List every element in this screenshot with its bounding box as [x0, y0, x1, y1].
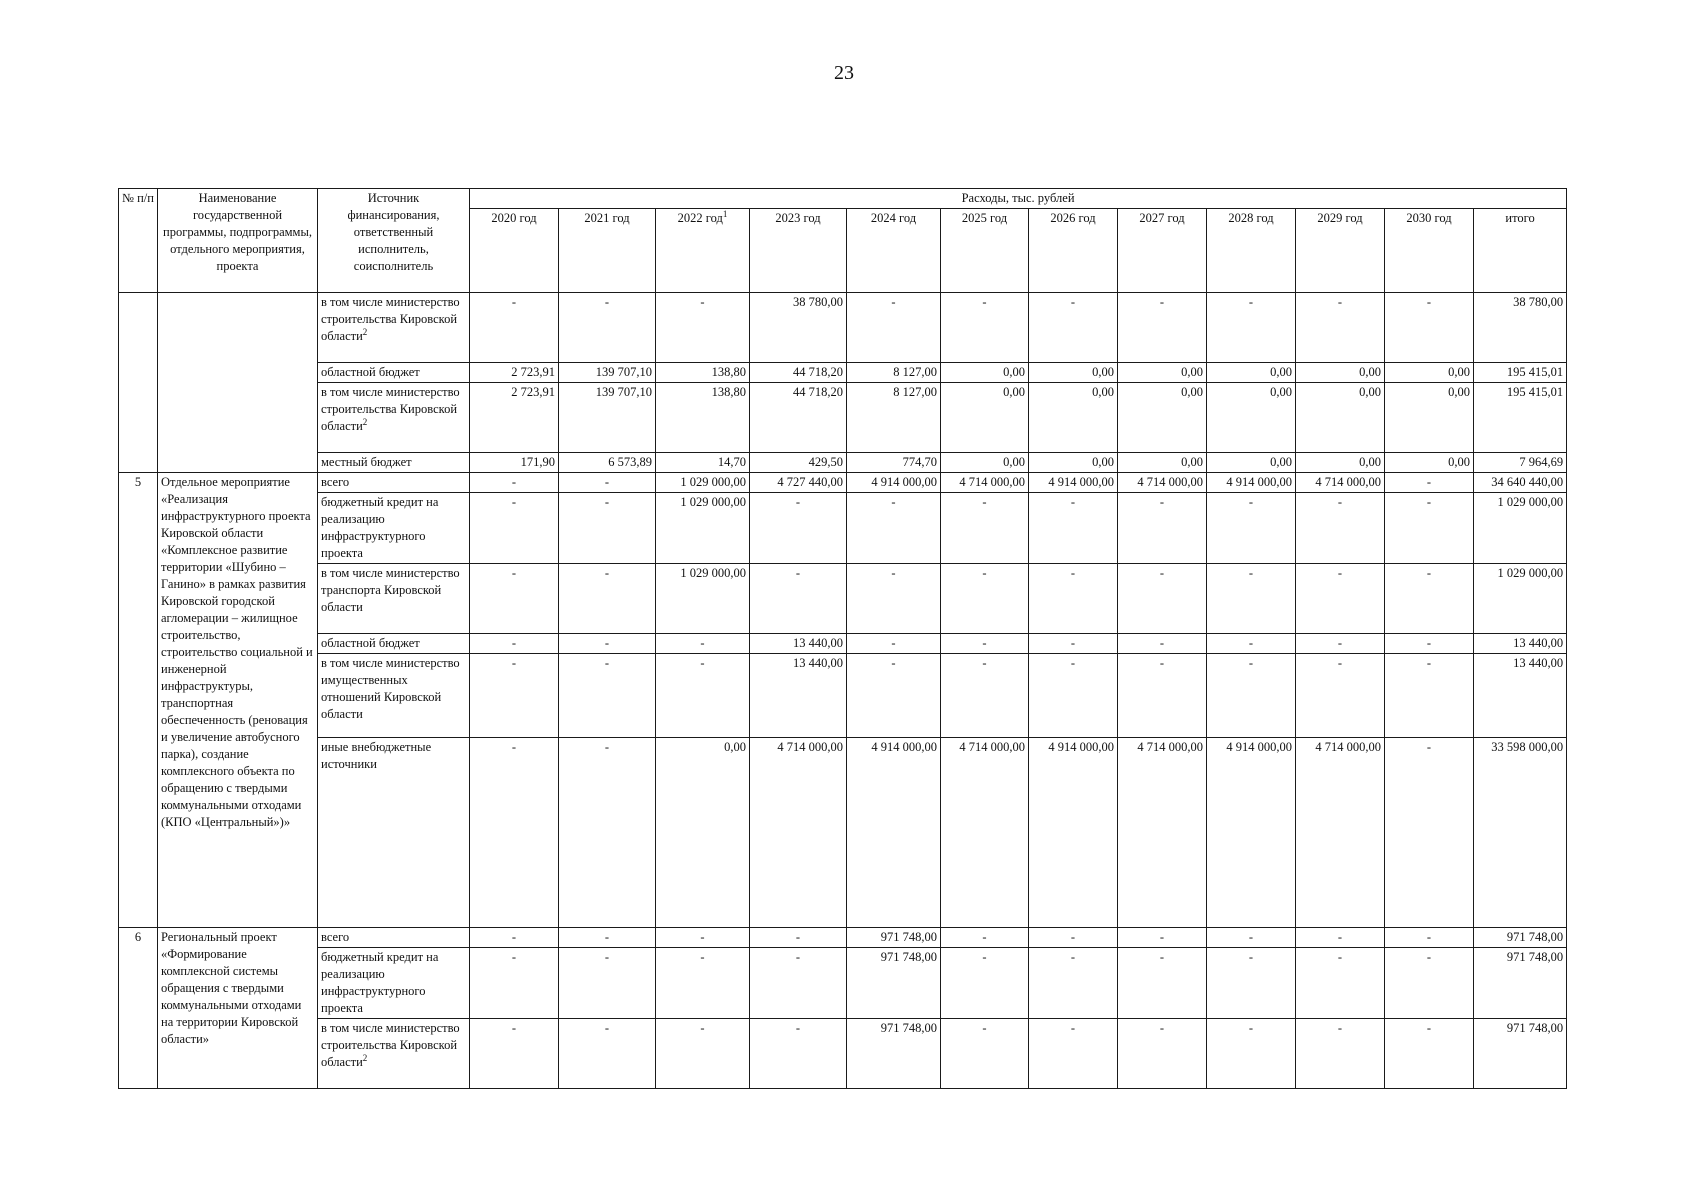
amount-cell: -: [1029, 654, 1118, 738]
amount-cell: 13 440,00: [1474, 654, 1567, 738]
amount-cell: -: [656, 293, 750, 363]
amount-cell: 4 714 000,00: [1118, 738, 1207, 928]
amount-cell: -: [470, 564, 559, 634]
amount-cell: -: [1385, 293, 1474, 363]
amount-cell: -: [941, 654, 1029, 738]
amount-cell: -: [750, 928, 847, 948]
row-number-cell: 5: [119, 473, 158, 928]
amount-cell: 13 440,00: [750, 634, 847, 654]
amount-cell: 429,50: [750, 453, 847, 473]
amount-cell: 4 914 000,00: [847, 738, 941, 928]
header-year: 2023 год: [750, 209, 847, 293]
amount-cell: 0,00: [1296, 383, 1385, 453]
amount-cell: 971 748,00: [847, 928, 941, 948]
amount-cell: -: [1296, 928, 1385, 948]
amount-cell: -: [750, 564, 847, 634]
amount-cell: -: [1296, 564, 1385, 634]
funding-source-cell: местный бюджет: [318, 453, 470, 473]
amount-cell: -: [1385, 493, 1474, 564]
amount-cell: -: [1385, 1019, 1474, 1089]
amount-cell: -: [470, 654, 559, 738]
amount-cell: 0,00: [1296, 453, 1385, 473]
amount-cell: 0,00: [1118, 453, 1207, 473]
footnote-mark: 2: [362, 416, 368, 427]
header-expenses: Расходы, тыс. рублей: [470, 189, 1567, 209]
amount-cell: -: [656, 948, 750, 1019]
program-name-cell: Региональный проект «Формирование комплексной системы обращения с твердыми коммунальными отходами на территории Кировской области»: [158, 928, 318, 1089]
amount-cell: 0,00: [1207, 363, 1296, 383]
table-row: [119, 453, 1567, 473]
amount-cell: -: [1029, 493, 1118, 564]
header-year: 2025 год: [941, 209, 1029, 293]
amount-cell: 4 914 000,00: [1207, 473, 1296, 493]
amount-cell: 4 914 000,00: [1207, 738, 1296, 928]
amount-cell: 138,80: [656, 363, 750, 383]
amount-cell: -: [656, 928, 750, 948]
amount-cell: 1 029 000,00: [1474, 564, 1567, 634]
amount-cell: -: [941, 1019, 1029, 1089]
amount-cell: -: [559, 654, 656, 738]
amount-cell: -: [1118, 493, 1207, 564]
amount-cell: -: [750, 1019, 847, 1089]
table-row: [119, 738, 1567, 928]
header-year: 2021 год: [559, 209, 656, 293]
amount-cell: -: [750, 948, 847, 1019]
amount-cell: 139 707,10: [559, 383, 656, 453]
amount-cell: 0,00: [656, 738, 750, 928]
header-year: 2026 год: [1029, 209, 1118, 293]
amount-cell: -: [1118, 1019, 1207, 1089]
funding-source-cell: в том числе министерство строительства Кировской области$^2$: [318, 293, 470, 363]
amount-cell: -: [1385, 473, 1474, 493]
amount-cell: 1 029 000,00: [656, 493, 750, 564]
header-year: 2022 год$^1$: [656, 209, 750, 293]
amount-cell: 2 723,91: [470, 383, 559, 453]
amount-cell: -: [1118, 564, 1207, 634]
amount-cell: -: [656, 1019, 750, 1089]
header-name: Наименование государственной программы, подпрограммы, отдельного мероприятия, проекта: [158, 189, 318, 293]
amount-cell: 138,80: [656, 383, 750, 453]
amount-cell: 971 748,00: [1474, 928, 1567, 948]
amount-cell: 6 573,89: [559, 453, 656, 473]
amount-cell: -: [1385, 738, 1474, 928]
funding-source-cell: областной бюджет: [318, 634, 470, 654]
amount-cell: -: [1118, 928, 1207, 948]
amount-cell: 38 780,00: [750, 293, 847, 363]
amount-cell: 7 964,69: [1474, 453, 1567, 473]
amount-cell: 971 748,00: [847, 948, 941, 1019]
amount-cell: 0,00: [941, 363, 1029, 383]
funding-source-cell: в том числе министерство транспорта Кировской области: [318, 564, 470, 634]
amount-cell: 0,00: [1029, 453, 1118, 473]
amount-cell: 4 714 000,00: [941, 473, 1029, 493]
amount-cell: -: [470, 293, 559, 363]
amount-cell: -: [1385, 654, 1474, 738]
amount-cell: -: [1029, 564, 1118, 634]
amount-cell: 0,00: [1296, 363, 1385, 383]
amount-cell: -: [1207, 654, 1296, 738]
amount-cell: 139 707,10: [559, 363, 656, 383]
funding-source-cell: всего: [318, 473, 470, 493]
amount-cell: -: [1118, 634, 1207, 654]
amount-cell: -: [1029, 634, 1118, 654]
header-year: 2020 год: [470, 209, 559, 293]
amount-cell: -: [1296, 634, 1385, 654]
funding-source-cell: в том числе министерство строительства Кировской области$^2$: [318, 1019, 470, 1089]
header-year: 2029 год: [1296, 209, 1385, 293]
amount-cell: 0,00: [1385, 453, 1474, 473]
amount-cell: -: [656, 654, 750, 738]
header-year: 2024 год: [847, 209, 941, 293]
amount-cell: 0,00: [1207, 383, 1296, 453]
amount-cell: -: [1029, 293, 1118, 363]
amount-cell: -: [941, 928, 1029, 948]
amount-cell: -: [1207, 928, 1296, 948]
header-year: итого: [1474, 209, 1567, 293]
amount-cell: -: [847, 493, 941, 564]
table-row: [119, 1019, 1567, 1089]
amount-cell: 33 598 000,00: [1474, 738, 1567, 928]
footnote-mark: 2: [362, 326, 368, 337]
amount-cell: 8 127,00: [847, 363, 941, 383]
amount-cell: -: [1207, 564, 1296, 634]
amount-cell: -: [1296, 948, 1385, 1019]
amount-cell: 44 718,20: [750, 363, 847, 383]
amount-cell: -: [1385, 564, 1474, 634]
amount-cell: 13 440,00: [750, 654, 847, 738]
amount-cell: -: [847, 293, 941, 363]
footnote-mark: 2: [362, 1052, 368, 1063]
table-row: [119, 564, 1567, 634]
amount-cell: 4 714 000,00: [750, 738, 847, 928]
amount-cell: -: [559, 1019, 656, 1089]
amount-cell: 195 415,01: [1474, 363, 1567, 383]
amount-cell: 38 780,00: [1474, 293, 1567, 363]
amount-cell: -: [559, 738, 656, 928]
amount-cell: 171,90: [470, 453, 559, 473]
amount-cell: -: [559, 564, 656, 634]
header-no: № п/п: [119, 189, 158, 293]
amount-cell: 0,00: [1385, 363, 1474, 383]
row-number-cell: [119, 293, 158, 473]
header-year: 2027 год: [1118, 209, 1207, 293]
amount-cell: 0,00: [941, 383, 1029, 453]
amount-cell: -: [941, 948, 1029, 1019]
amount-cell: -: [559, 473, 656, 493]
amount-cell: 0,00: [1029, 363, 1118, 383]
amount-cell: -: [1029, 948, 1118, 1019]
amount-cell: 4 727 440,00: [750, 473, 847, 493]
header-year: 2028 год: [1207, 209, 1296, 293]
table-row: [119, 654, 1567, 738]
amount-cell: -: [559, 293, 656, 363]
amount-cell: -: [1118, 948, 1207, 1019]
amount-cell: 4 714 000,00: [1118, 473, 1207, 493]
amount-cell: -: [1207, 293, 1296, 363]
amount-cell: -: [470, 928, 559, 948]
amount-cell: 4 914 000,00: [1029, 738, 1118, 928]
table-row: [119, 493, 1567, 564]
amount-cell: -: [1118, 654, 1207, 738]
amount-cell: -: [1207, 634, 1296, 654]
amount-cell: -: [1207, 948, 1296, 1019]
funding-source-cell: бюджетный кредит на реализацию инфраструктурного проекта: [318, 948, 470, 1019]
table-row: [119, 634, 1567, 654]
amount-cell: -: [656, 634, 750, 654]
amount-cell: -: [1029, 928, 1118, 948]
amount-cell: 34 640 440,00: [1474, 473, 1567, 493]
amount-cell: -: [470, 634, 559, 654]
amount-cell: -: [750, 493, 847, 564]
table-row: [119, 948, 1567, 1019]
amount-cell: 195 415,01: [1474, 383, 1567, 453]
amount-cell: 4 914 000,00: [847, 473, 941, 493]
table-row: [119, 473, 1567, 493]
amount-cell: -: [559, 634, 656, 654]
amount-cell: -: [1385, 928, 1474, 948]
amount-cell: 971 748,00: [1474, 1019, 1567, 1089]
amount-cell: 0,00: [1207, 453, 1296, 473]
amount-cell: -: [941, 634, 1029, 654]
amount-cell: -: [559, 948, 656, 1019]
amount-cell: 0,00: [1118, 363, 1207, 383]
amount-cell: -: [1207, 493, 1296, 564]
funding-source-cell: всего: [318, 928, 470, 948]
amount-cell: 4 914 000,00: [1029, 473, 1118, 493]
amount-cell: 0,00: [1118, 383, 1207, 453]
amount-cell: -: [470, 1019, 559, 1089]
amount-cell: 971 748,00: [1474, 948, 1567, 1019]
amount-cell: -: [1207, 1019, 1296, 1089]
amount-cell: -: [559, 928, 656, 948]
amount-cell: -: [1296, 654, 1385, 738]
amount-cell: -: [559, 493, 656, 564]
amount-cell: 13 440,00: [1474, 634, 1567, 654]
footnote-mark: 1: [722, 208, 728, 219]
amount-cell: 44 718,20: [750, 383, 847, 453]
amount-cell: 0,00: [1385, 383, 1474, 453]
amount-cell: -: [847, 564, 941, 634]
amount-cell: -: [470, 948, 559, 1019]
amount-cell: -: [1118, 293, 1207, 363]
amount-cell: -: [941, 493, 1029, 564]
amount-cell: -: [470, 738, 559, 928]
program-name-cell: [158, 293, 318, 473]
table-row: [119, 363, 1567, 383]
amount-cell: -: [1296, 1019, 1385, 1089]
amount-cell: -: [941, 564, 1029, 634]
amount-cell: -: [1029, 1019, 1118, 1089]
amount-cell: 1 029 000,00: [656, 564, 750, 634]
amount-cell: 14,70: [656, 453, 750, 473]
amount-cell: -: [1296, 293, 1385, 363]
amount-cell: -: [847, 654, 941, 738]
amount-cell: -: [941, 293, 1029, 363]
amount-cell: 0,00: [941, 453, 1029, 473]
budget-table: [118, 188, 1567, 1089]
table-row: [119, 928, 1567, 948]
amount-cell: 8 127,00: [847, 383, 941, 453]
header-year: 2030 год: [1385, 209, 1474, 293]
amount-cell: -: [1296, 493, 1385, 564]
funding-source-cell: иные внебюджетные источники: [318, 738, 470, 928]
amount-cell: -: [1385, 634, 1474, 654]
amount-cell: 2 723,91: [470, 363, 559, 383]
amount-cell: 774,70: [847, 453, 941, 473]
amount-cell: 971 748,00: [847, 1019, 941, 1089]
amount-cell: 1 029 000,00: [1474, 493, 1567, 564]
amount-cell: 4 714 000,00: [1296, 738, 1385, 928]
program-name-cell: Отдельное мероприятие «Реализация инфраструктурного проекта Кировской области «Комплексное развитие территории «Шубино – Ганино» в рамках развития Кировской городской агломерации – жилищное строительство, строительство социальной и инженерной инфраструктуры, транспортная обеспеченность (реновация и увеличение автобусного парка), создание комплексного объекта по обращению с твердыми коммунальными отходами (КПО «Центральный»)»: [158, 473, 318, 928]
amount-cell: -: [1385, 948, 1474, 1019]
table-row: [119, 293, 1567, 363]
funding-source-cell: областной бюджет: [318, 363, 470, 383]
amount-cell: 0,00: [1029, 383, 1118, 453]
page-number: 23: [834, 62, 854, 84]
amount-cell: 4 714 000,00: [941, 738, 1029, 928]
amount-cell: -: [470, 493, 559, 564]
amount-cell: 4 714 000,00: [1296, 473, 1385, 493]
funding-source-cell: в том числе министерство строительства Кировской области$^2$: [318, 383, 470, 453]
table-row: [119, 383, 1567, 453]
header-source: Источник финансирования, ответственный исполнитель, соисполнитель: [318, 189, 470, 293]
amount-cell: 1 029 000,00: [656, 473, 750, 493]
amount-cell: -: [470, 473, 559, 493]
row-number-cell: 6: [119, 928, 158, 1089]
amount-cell: -: [847, 634, 941, 654]
funding-source-cell: в том числе министерство имущественных отношений Кировской области: [318, 654, 470, 738]
funding-source-cell: бюджетный кредит на реализацию инфраструктурного проекта: [318, 493, 470, 564]
